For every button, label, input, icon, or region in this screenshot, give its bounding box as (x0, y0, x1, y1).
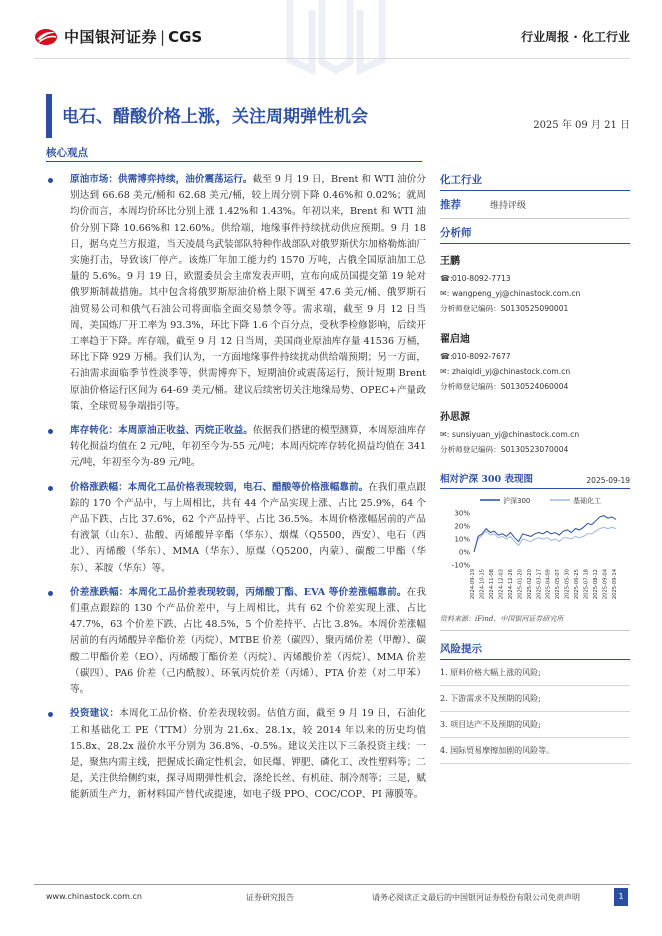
analyst-phone: 010-8092-7677 (452, 352, 511, 361)
bullet-inventory (46, 423, 426, 472)
core-view-list (46, 172, 426, 812)
chart-title: 相对沪深 300 表现图 (440, 474, 533, 485)
analyst-section (440, 225, 630, 457)
email-icon: ✉: (440, 367, 450, 376)
bullet-investment-advice (46, 706, 426, 803)
bullet-spread-change (46, 585, 426, 698)
x-tick-label: 2025-05-30 (564, 569, 571, 600)
chart-source: 资料来源：iFind、中国银河证券研究所 (440, 611, 630, 631)
x-tick-label: 2025-01-20 (517, 569, 524, 600)
analyst-email-row (440, 364, 630, 379)
bullet-crude-oil (46, 172, 426, 415)
page-header (0, 0, 662, 80)
phone-icon: ☎: (440, 274, 453, 283)
bullet-dot-icon (48, 591, 53, 596)
y-tick-label: 10% (454, 535, 470, 544)
x-tick-label: 2025-02-20 (526, 569, 533, 600)
x-tick-label: 2024-11-08 (488, 569, 495, 600)
risk-item: 4. 国际贸易摩擦加剧的风险等。 (440, 738, 630, 764)
analyst-card (440, 408, 630, 457)
legend-label: 沪深300 (503, 497, 531, 505)
sidebar (440, 172, 630, 764)
analyst-name: 王鹏 (440, 256, 460, 267)
analyst-cert: 分析师登记编码：S0130523070004 (440, 445, 569, 454)
y-tick-label: 0% (458, 548, 470, 557)
x-tick-label: 2025-03-17 (536, 569, 543, 600)
analyst-name: 孙思源 (440, 412, 470, 423)
galaxy-logo-icon (34, 27, 58, 47)
x-tick-label: 2025-05-07 (555, 569, 562, 600)
chart-svg (440, 489, 630, 611)
analyst-heading: 分析师 (440, 225, 630, 244)
header-divider (34, 58, 630, 59)
relative-performance-chart (440, 489, 630, 611)
core-view-divider (46, 161, 422, 162)
x-tick-label: 2025-06-25 (574, 569, 581, 600)
logo-separator: | (160, 27, 166, 46)
x-tick-label: 2025-08-12 (593, 569, 600, 600)
analyst-card (440, 252, 630, 316)
chart-legend (480, 496, 601, 505)
industry-heading: 化工行业 (440, 172, 630, 191)
analyst-phone-row (440, 349, 630, 364)
bullet-heading: 投资建议： (70, 708, 120, 720)
report-title: 电石、醋酸价格上涨，关注周期弹性机会 (62, 107, 368, 127)
analyst-email[interactable]: sunsiyuan_yj@chinastock.com.cn (452, 430, 580, 439)
bullet-body: 截至 9 月 19 日，Brent 和 WTI 油价分别达到 66.68 美元/桶和 62.68 美元/桶，较上周分别下降 0.46%和 0.02%；就周均价而言，本周均价环比分别上涨 1.42%和 1.43%。年初以来，Brent 和 WTI 油价分别下降 10.66%和 12.60%。供给端，地缘事件持续扰动供应预期。9 月 18 日，据乌克兰方报道，当天凌晨乌武装部队特种作战部队对俄罗斯伏尔加格勒炼油厂实施打击，导致该厂停产。该炼厂年加工能力约 1570 万吨，占俄全国原油加工总量的 5.6%。9 月 19 日，欧盟委员会主席发表声明，宣布向成员国提交第 19 轮对俄罗斯制裁措施。其中包含将俄罗斯原油价格上限下调至 47.6 美元/桶、俄罗斯石油贸易公司和俄气石油公司将面临全面交易禁令等。需求端，截至 9 月 12 日当周，美国炼厂开工率为 93.3%，环比下降 1.6 个百分点，受秋季检修影响，后续开工率趋于下降。库存端，截至 9 月 12 日当周，美国商业原油库存量 41536 万桶，环比下降 929 万桶。我们认为，一方面地缘事件持续扰动供给端预期；另一方面，石油需求面临季节性淡季等，供需博弈下，短期油价或震荡运行，预计短期 Brent 原油价格运行区间为 64-69 美元/桶。建议后续密切关注地缘局势、OPEC+产量政策、全球贸易争端指引等。 (70, 174, 427, 412)
bullet-heading: 原油市场：供需博弈持续，油价震荡运行。 (70, 174, 253, 185)
footer-website[interactable]: www.chinastock.com.cn (46, 892, 142, 901)
risk-heading: 风险提示 (440, 641, 630, 660)
analyst-name: 翟启迪 (440, 334, 470, 345)
rating-value: 维持评级 (490, 201, 527, 211)
bullet-dot-icon (48, 486, 53, 491)
analyst-card (440, 330, 630, 394)
chart-plot-area (474, 516, 616, 552)
report-type-label: 行业周报 · 化工行业 (521, 30, 630, 44)
chart-header (440, 471, 630, 489)
phone-icon: ☎: (440, 352, 453, 361)
bullet-body: 在我们重点跟踪的 170 个产品中，与上周相比，共有 44 个产品实现上涨、占比 25.9%，64 个产品下跌、占比 37.6%，62 个产品持平、占比 36.5%。本周价格涨幅居前的产品有液氯（山东）、盐酸、丙烯酸异辛酯（华东）、烟煤（Q5500，西安）、电石（西北）、丙烯酸（华东）、MMA（华东）、原煤（Q5200，内蒙）、碳酸二甲酯（华东）、苯胺（华东）等。 (70, 481, 427, 574)
logo-chinese-name: 中国银河证券 (64, 28, 158, 46)
page-footer (0, 888, 662, 908)
watermark-pattern-icon (282, 0, 390, 78)
bullet-body: 在我们重点跟踪的 130 个产品价差中，与上周相比，共有 62 个价差实现上涨、占比 47.7%，63 个价差下跌、占比 48.5%，5 个价差持平、占比 3.8%。本周价差涨幅居前的有丙烯酸异辛酯价差（丙烷）、MTBE 价差（碳四）、聚丙烯价差（甲醇）、碳酸二甲酯价差（EO）、丙烯酸丁酯价差（丙烷）、丙烯酸价差（丙烷）、MMA 价差（碳四）、PA6 价差（己内酰胺）、环氧丙烷价差（丙烯）、PTA 价差（对二甲苯）等。 (70, 586, 427, 696)
y-tick-label: -10% (451, 561, 470, 570)
analyst-phone: 010-8092-7713 (452, 274, 511, 283)
risk-item: 2. 下游需求不及预期的风险; (440, 686, 630, 712)
y-tick-label: 30% (454, 509, 470, 518)
email-icon: ✉: (440, 430, 450, 439)
chart-date: 2025-09-19 (586, 476, 630, 485)
bullet-body: 本周化工品价格、价差表现较弱。估值方面，截至 9 月 19 日，石油化工和基础化工 PE（TTM）分别为 21.6x、28.1x，较 2014 年以来的历史均值 15.8x、28.2x 溢价水平分别为 36.8%、-0.5%。建议关注以下三条投资主线：一是，聚焦内需主线，把握成长确定性机会，如民爆、钾肥、磷化工、改性塑料等；二是，关注供给侧约束，探寻周期弹性机会，涤纶长丝、有机硅、制冷剂等；三是，赋能新质生产力，新材料国产替代或提速，如电子级 PPO、COC/COP、PI 薄膜等。 (70, 708, 427, 801)
rating-key: 推荐 (440, 199, 461, 211)
footer-disclaimer: 请务必阅读正文最后的中国银河证券股份有限公司免责声明 (372, 893, 580, 902)
analyst-email[interactable]: zhaiqidi_yj@chinastock.com.cn (452, 367, 571, 376)
series-line-1 (474, 527, 616, 552)
rating-row (440, 191, 630, 219)
x-tick-label: 2025-09-04 (602, 569, 609, 600)
legend-label: 基础化工 (573, 497, 601, 505)
page-number: 1 (614, 888, 628, 906)
analyst-phone-row (440, 271, 630, 286)
x-tick-label: 2024-09-19 (470, 569, 476, 600)
x-tick-label: 2024-12-03 (498, 569, 505, 600)
bullet-dot-icon (48, 178, 53, 183)
bullet-heading: 价差涨跌幅：本周化工品价差表现较弱，丙烯酸丁酯、EVA 等价差涨幅靠前。 (70, 586, 407, 598)
x-tick-label: 2025-07-18 (583, 569, 590, 600)
logo-english-name: CGS (168, 27, 203, 46)
x-tick-label: 2024-10-15 (479, 569, 486, 600)
analyst-email-row (440, 286, 630, 301)
x-tick-label: 2025-09-14 (612, 569, 618, 600)
title-accent-bar (46, 94, 52, 138)
bullet-price-change (46, 480, 426, 577)
footer-doc-type: 证券研究报告 (246, 893, 294, 902)
email-icon: ✉: (440, 289, 450, 298)
report-date: 2025 年 09 月 21 日 (533, 120, 630, 131)
bullet-body: 依据我们搭建的模型测算，本周原油库存转化损益均值在 2 元/吨，年初至今为-55 元/吨；本周丙烷库存转化损益均值在 341 元/吨，年初至今为-89 元/吨。 (70, 425, 427, 469)
analyst-cert: 分析师登记编码：S0130525090001 (440, 304, 569, 313)
analyst-email-row (440, 427, 630, 442)
risk-item: 3. 项目达产不及预期的风险; (440, 712, 630, 738)
risk-item: 1. 原料价格大幅上涨的风险; (440, 660, 630, 686)
bullet-heading: 库存转化：本周原油正收益、丙烷正收益。 (70, 425, 253, 437)
core-view-heading: 核心观点 (46, 147, 88, 159)
chart-x-axis (470, 568, 618, 599)
footer-divider (34, 884, 630, 885)
bullet-heading: 价格涨跌幅：本周化工品价格表现较弱，电石、醋酸等价格涨幅靠前。 (70, 481, 369, 493)
analyst-email[interactable]: wangpeng_yj@chinastock.com.cn (452, 289, 581, 298)
x-tick-label: 2024-12-26 (507, 569, 514, 600)
company-logo (34, 26, 202, 47)
series-line-0 (474, 516, 616, 552)
analyst-cert: 分析师登记编码：S0130524060004 (440, 382, 569, 391)
y-tick-label: 20% (454, 522, 470, 531)
chart-y-axis (452, 510, 470, 570)
bullet-dot-icon (48, 429, 53, 434)
x-tick-label: 2025-04-09 (545, 569, 552, 600)
bullet-dot-icon (48, 712, 53, 717)
